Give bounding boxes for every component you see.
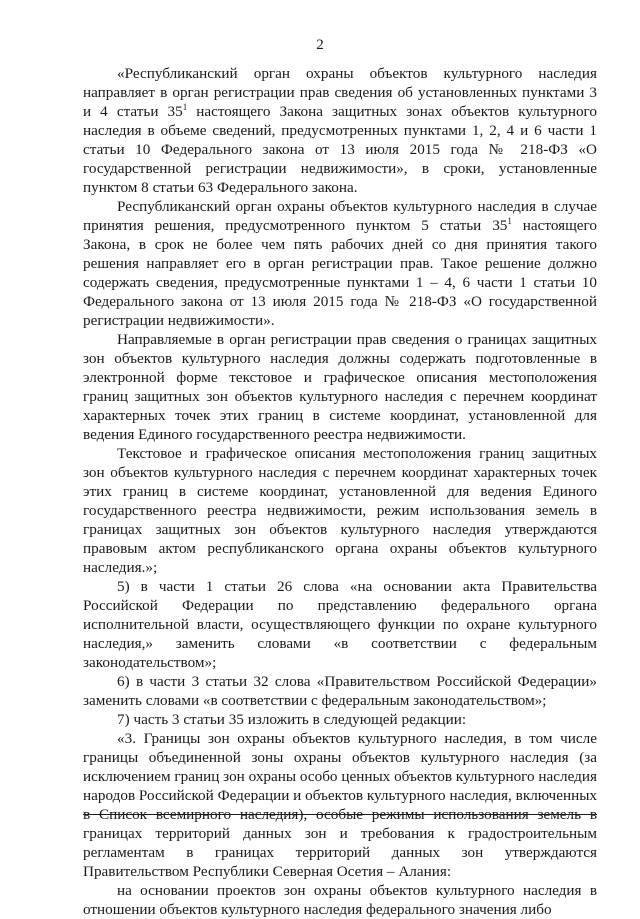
text-run: «Республиканский орган охраны объектов культурного наследия направляет в орган регистрации прав сведения об установленных пунктами 3 и 4 статьи 35	[83, 65, 597, 120]
page-number: 2	[316, 37, 324, 53]
paragraph	[83, 64, 597, 197]
text-run: границах территорий данных зон и требования к градостроительным регламентам в границах территорий данных зон утверждаются Правительством Республики Северная Осетия – Алания:	[83, 825, 597, 880]
struck-text: в Список всемирного наследия), особые режимы использования земель в	[83, 806, 597, 823]
text-run: Направляемые в орган регистрации прав сведения о границах защитных зон объектов культурного наследия должны содержать подготовленные в электронной форме текстовое и графическое описания местоположения границ защитных зон объектов культурного наследия с перечнем координат характерных точек этих границ в системе координат, установленной для ведения Единого государственного реестра недвижимости.	[83, 331, 597, 443]
paragraph	[83, 710, 597, 729]
text-run: «3. Границы зон охраны объектов культурного наследия, в том числе границы объединенной зоны охраны объектов культурного наследия (за исключением границ зон охраны особо ценных объектов культурного наследия народов Российской Федерации и объектов культурного наследия, включенных	[83, 730, 597, 804]
document-body	[83, 64, 597, 919]
paragraph	[83, 577, 597, 672]
paragraph	[83, 729, 597, 881]
text-run: настоящего Закона защитных зонах объектов культурного наследия в объеме сведений, предусмотренных пунктами 1, 2, 4 и 6 части 1 статьи 10 Федерального закона от 13 июля 2015 года № 218-ФЗ «О государственной регистрации недвижимости», в сроки, установленные пунктом 8 статьи 63 Федерального закона.	[83, 103, 598, 196]
text-run: Текстовое и графическое описания местоположения границ защитных зон объектов культурного наследия с перечнем координат характерных точек этих границ в системе координат, установленной для ведения Единого государственного реестра недвижимости, режим использования земель в границах защитных зон объектов культурного наследия утверждаются правовым актом республиканского органа охраны объектов культурного наследия.»;	[83, 445, 597, 576]
text-run: Республиканский орган охраны объектов культурного наследия в случае принятия решения, предусмотренного пунктом 5 статьи 35	[83, 198, 597, 234]
text-run: настоящего Закона, в срок не более чем пять рабочих дней со дня принятия такого решения направляет его в орган регистрации прав. Такое решение должно содержать сведения, предусмотренные пунктами 1 – 4, 6 части 1 статьи 10 Федерального закона от 13 июля 2015 года № 218-ФЗ «О государственной регистрации недвижимости».	[83, 217, 597, 329]
text-run: на основании проектов зон охраны объектов культурного наследия в отношении объектов культурного наследия федерального значения либо	[83, 882, 597, 918]
paragraph	[83, 672, 597, 710]
superscript: 1	[182, 102, 188, 112]
text-run: 7) часть 3 статьи 35 изложить в следующей редакции:	[117, 711, 467, 728]
paragraph	[83, 330, 597, 444]
paragraph	[83, 881, 597, 919]
text-run: 5) в части 1 статьи 26 слова «на основании акта Правительства Российской Федерации по представлению федерального органа исполнительной власти, осуществляющего функции по охране культурного наследия,» заменить словами «в соответствии с федеральным законодательством»;	[83, 578, 597, 671]
text-run: 6) в части 3 статьи 32 слова «Правительством Российской Федерации» заменить словами «в соответствии с федеральным законодательством»;	[83, 673, 597, 709]
paragraph	[83, 444, 597, 577]
paragraph	[83, 197, 597, 330]
superscript: 1	[507, 216, 512, 226]
